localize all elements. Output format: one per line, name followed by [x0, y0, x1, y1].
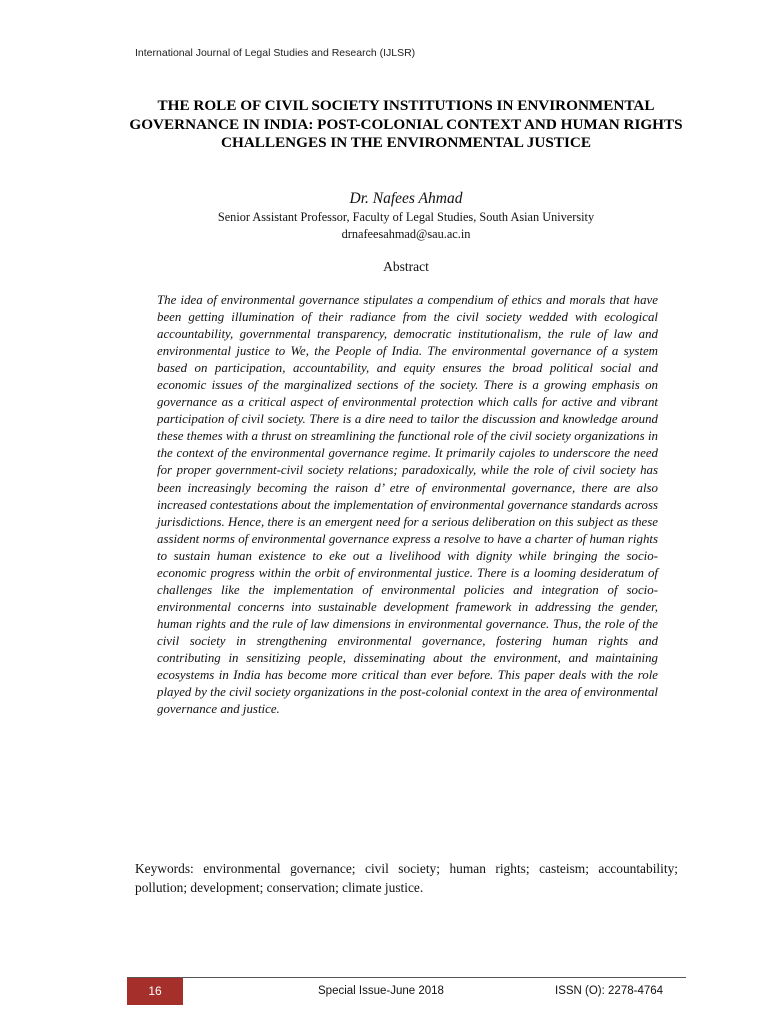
- author-affiliation: Senior Assistant Professor, Faculty of Legal Studies, South Asian University: [217, 210, 595, 224]
- footer-divider: [127, 977, 686, 978]
- abstract-body: The idea of environmental governance stipulates a compendium of ethics and morals that have been getting illumination of their radiance from the civil society wedded with ecological accountability, governmental transparency, democratic institutionalism, the rule of law and environmental justice to We, the People of India. The environmental governance of a system based on participation, accountability, and equity ensures the broad political social and economic issues of the marginalized sections of the society. There is a growing emphasis on governance as a critical aspect of environmental protection which calls for active and vibrant participation of civil society. There is a dire need to tailor the discussion and knowledge around these themes with a thrust on streamlining the functional role of the civil society organizations in the context of the environmental governance regime. It primarily cajoles to underscore the need for proper government-civil society relations; paradoxically, while the role of civil society has been increasingly becoming the raison d’ etre of environmental governance, there are also increased contestations about the implementation of environmental governance standards across jurisdictions. Hence, there is an emergent need for a serious deliberation on this subject as these assident norms of environmental governance express a resolve to have a charter of human rights to sustain human existence to eke out a livelihood with dignity while bringing the socio-economic progress within the orbit of environmental justice. There is a looming desideratum of challenges like the implementation of environmental policies and integration of socio-environmental concerns into sustainable development framework in addressing the gender, human rights and the rule of law dimensions in environmental governance. Thus, the role of the civil society in strengthening environmental governance, fostering human rights and contributing in sensitizing people, disseminating about the environment, and maintaining ecosystems in India has become more critical than ever before. This paper deals with the role played by the civil society organizations in the post-colonial context in the area of environmental governance and justice.: [157, 293, 658, 717]
- author-email: drnafeesahmad@sau.ac.in: [341, 227, 471, 241]
- journal-header: International Journal of Legal Studies and Research (IJLSR): [135, 47, 416, 59]
- abstract-heading: Abstract: [383, 259, 429, 274]
- footer-issue: Special Issue-June 2018: [318, 985, 444, 997]
- footer-issn: ISSN (O): 2278-4764: [555, 985, 664, 997]
- page-number-badge: 16: [127, 978, 183, 1005]
- paper-title: THE ROLE OF CIVIL SOCIETY INSTITUTIONS IN ENVIRONMENTAL GOVERNANCE IN INDIA: POST-COLONIAL CONTEXT AND HUMAN RIGHTS CHALLENGES IN THE ENVIRONMENTAL JUSTICE: [129, 97, 683, 151]
- author-name: Dr. Nafees Ahmad: [349, 190, 463, 207]
- keywords: Keywords: environmental governance; civil society; human rights; casteism; accountability; pollution; development; conservation; climate justice.: [135, 861, 678, 895]
